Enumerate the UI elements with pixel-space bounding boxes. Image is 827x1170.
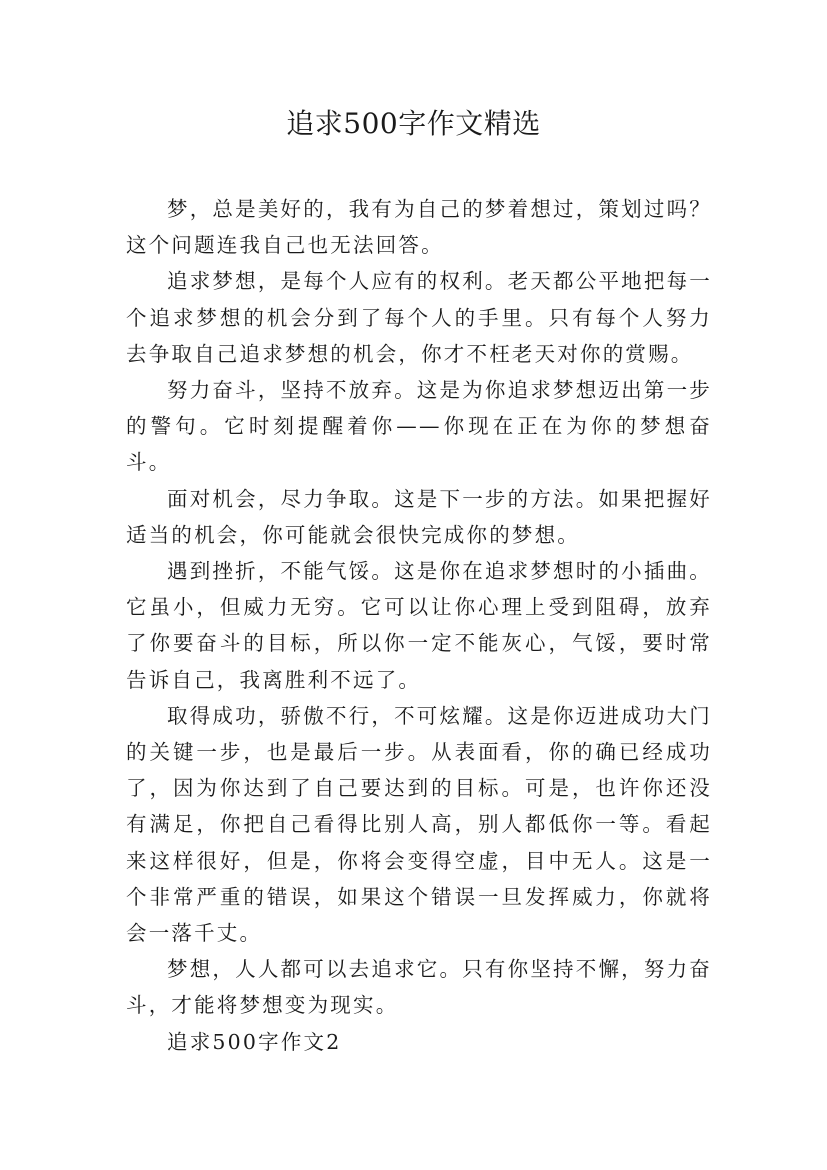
document-title: 追求500字作文精选	[286, 107, 541, 140]
paragraph-7: 梦想，人人都可以去追求它。只有你坚持不懈，努力奋斗，才能将梦想变为现实。	[126, 957, 712, 1018]
paragraph-5: 遇到挫折，不能气馁。这是你在追求梦想时的小插曲。它虽小，但威力无穷。它可以让你心理上受到阻碍，放弃了你要奋斗的目标，所以你一定不能灰心，气馁，要时常告诉自己，我离胜利不远了。	[126, 559, 712, 692]
paragraph-3: 努力奋斗，坚持不放弃。这是为你追求梦想迈出第一步的警句。它时刻提醒着你——你现在正在为你的梦想奋斗。	[126, 378, 712, 475]
paragraph-1: 梦，总是美好的，我有为自己的梦着想过，策划过吗？这个问题连我自己也无法回答。	[126, 197, 712, 258]
section-heading-2: 追求500字作文2	[167, 1029, 342, 1054]
paragraph-6: 取得成功，骄傲不行，不可炫耀。这是你迈进成功大门的关键一步，也是最后一步。从表面看，你的确已经成功了，因为你达到了自己要达到的目标。可是，也许你还没有满足，你把自己看得比别人高，别人都低你一等。看起来这样很好，但是，你将会变得空虚，目中无人。这是一个非常严重的错误，如果这个错误一旦发挥威力，你就将会一落千丈。	[126, 703, 712, 946]
document-body	[126, 191, 712, 1060]
paragraph-2: 追求梦想，是每个人应有的权利。老天都公平地把每一个追求梦想的机会分到了每个人的手里。只有每个人努力去争取自己追求梦想的机会，你才不枉老天对你的赏赐。	[126, 269, 712, 366]
paragraph-4: 面对机会，尽力争取。这是下一步的方法。如果把握好适当的机会，你可能就会很快完成你的梦想。	[126, 486, 712, 547]
